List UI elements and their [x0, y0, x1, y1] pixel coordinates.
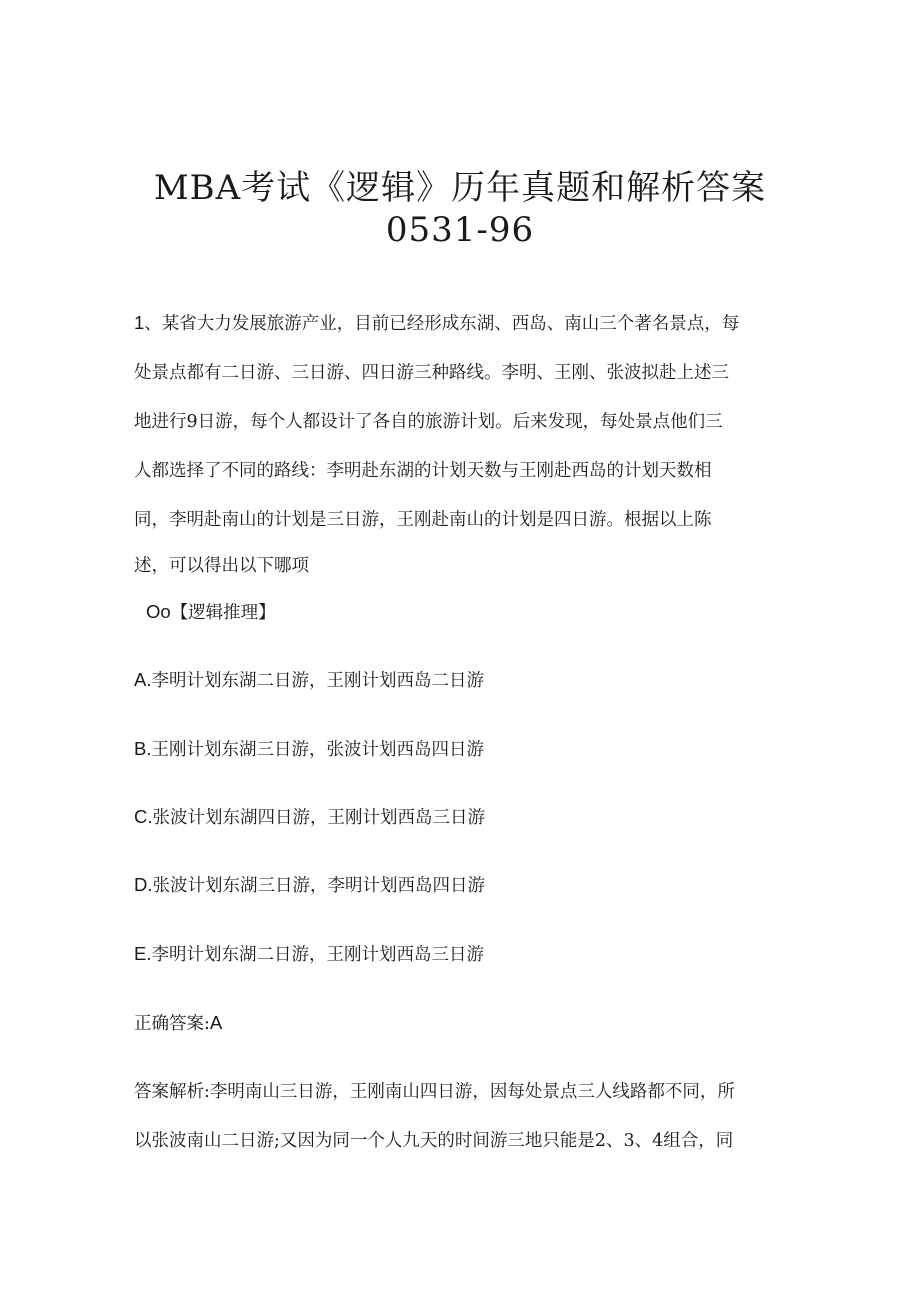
option-text: 张波计划东湖四日游，王刚计划西岛三日游	[152, 808, 485, 828]
question-category-tag	[146, 599, 276, 624]
option-a	[134, 667, 484, 692]
correct-answer	[134, 1010, 222, 1035]
analysis-line-1: 答案解析:李明南山三日游，王刚南山四日游，因每处景点三人线路都不同，所	[134, 1082, 735, 1102]
question-line-1: 1、某省大力发展旅游产业，目前已经形成东湖、西岛、南山三个著名景点，每	[134, 312, 740, 334]
option-letter: C.	[134, 806, 153, 827]
question-line-5: 同，李明赴南山的计划是三日游，王刚赴南山的计划是四日游。根据以上陈	[134, 510, 712, 530]
question-line-6: 述，可以得出以下哪项	[134, 556, 309, 576]
question-line-3: 地进行9日游，每个人都设计了各自的旅游计划。后来发现，每处景点他们三	[134, 412, 723, 432]
document-title-line-1: MBA考试《逻辑》历年真题和解析答案	[153, 168, 767, 208]
option-text: 李明计划东湖二日游，王刚计划西岛二日游	[151, 671, 484, 691]
answer-value: A	[209, 1012, 223, 1033]
option-e	[134, 941, 484, 966]
question-line-4: 人都选择了不同的路线：李明赴东湖的计划天数与王刚赴西岛的计划天数相	[134, 461, 712, 481]
tag-prefix: Oo	[146, 601, 171, 622]
document-title-line-2: 0531-96	[385, 210, 535, 250]
option-text: 李明计划东湖二日游，王刚计划西岛三日游	[151, 945, 484, 965]
analysis-line-2: 以张波南山二日游;又因为同一个人九天的时间游三地只能是2、3、4组合，同	[134, 1131, 734, 1151]
question-line-2: 处景点都有二日游、三日游、四日游三种路线。李明、王刚、张波拟赴上述三	[134, 363, 729, 383]
option-text: 张波计划东湖三日游，李明计划西岛四日游	[152, 876, 485, 896]
option-c	[134, 804, 485, 829]
option-letter: E.	[134, 943, 152, 964]
option-b	[134, 736, 484, 761]
tag-label: 【逻辑推理】	[170, 603, 276, 623]
option-letter: A.	[134, 669, 152, 690]
option-letter: D.	[134, 874, 153, 895]
option-text: 王刚计划东湖三日游，张波计划西岛四日游	[151, 740, 484, 760]
question-number: 1	[134, 312, 145, 333]
option-d	[134, 872, 485, 897]
option-letter: B.	[134, 738, 152, 759]
answer-label: 正确答案:	[134, 1014, 210, 1034]
